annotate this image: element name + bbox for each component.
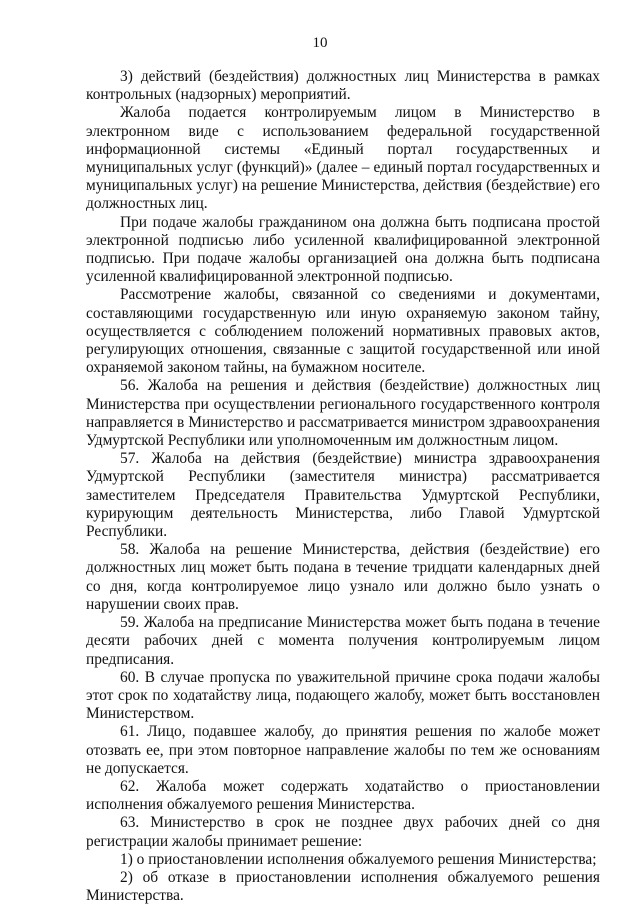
paragraph-58: 58. Жалоба на решение Министерства, действия (бездействие) его должностных лиц может быть подана в течение тридцати календарных дней со дня, когда контролируемое лицо узнало или должно было узнать о нарушении своих прав. <box>86 541 600 613</box>
paragraph-63-item-2: 2) об отказе в приостановлении исполнения обжалуемого решения Министерства. <box>86 868 600 905</box>
paragraph-59: 59. Жалоба на предписание Министерства может быть подана в течение десяти рабочих дней с момента получения контролируемым лицом предписания. <box>86 614 600 668</box>
paragraph-61: 61. Лицо, подавшее жалобу, до принятия решения по жалобе может отозвать ее, при этом повторное направление жалобы по тем же основаниям не допускается. <box>86 723 600 777</box>
paragraph-3-actions: 3) действий (бездействия) должностных лиц Министерства в рамках контрольных (надзорных) мероприятий. <box>86 68 600 104</box>
paragraph-57: 57. Жалоба на действия (бездействие) министра здравоохранения Удмуртской Республики (заместителя министра) рассматривается заместителем Председателя Правительства Удмуртской Республики, курирующим деятельность Министерства, либо Главой Удмуртской Республики. <box>86 450 600 541</box>
paragraph-60: 60. В случае пропуска по уважительной причине срока подачи жалобы этот срок по ходатайству лица, подающего жалобу, может быть восстановлен Министерством. <box>86 668 600 723</box>
page-number: 10 <box>312 35 328 51</box>
paragraph-electronic-signature: При подаче жалобы гражданином она должна быть подписана простой электронной подписью либо усиленной квалифицированной электронной подписью. При подаче жалобы организацией она должна быть подписана усиленной квалифицированной электронной подписью. <box>86 213 600 286</box>
paragraph-56: 56. Жалоба на решения и действия (бездействие) должностных лиц Министерства при осуществлении регионального государственного контроля направляется в Министерство и рассматривается министром здравоохранения Удмуртской Республики или уполномоченным им должностным лицом. <box>86 377 600 450</box>
paragraph-63: 63. Министерство в срок не позднее двух рабочих дней со дня регистрации жалобы принимает решение: <box>86 814 600 850</box>
paragraph-state-secret: Рассмотрение жалобы, связанной со сведениями и документами, составляющими государственную или иную охраняемую законом тайну, осуществляется с соблюдением положений нормативных правовых актов, регулирующих отношения, связанные с защитой государственной или иной охраняемой законом тайны, на бумажном носителе. <box>86 286 600 377</box>
paragraph-complaint-electronic: Жалоба подается контролируемым лицом в Министерство в электронном виде с использованием федеральной государственной информационной системы «Единый портал государственных и муниципальных услуг (функций)» (далее – единый портал государственных и муниципальных услуг) на решение Министерства, действия (бездействие) его должностных лиц. <box>86 104 600 213</box>
document-body <box>86 68 600 905</box>
paragraph-62: 62. Жалоба может содержать ходатайство о приостановлении исполнения обжалуемого решения Министерства. <box>86 777 600 814</box>
paragraph-63-item-1: 1) о приостановлении исполнения обжалуемого решения Министерства; <box>120 850 597 868</box>
